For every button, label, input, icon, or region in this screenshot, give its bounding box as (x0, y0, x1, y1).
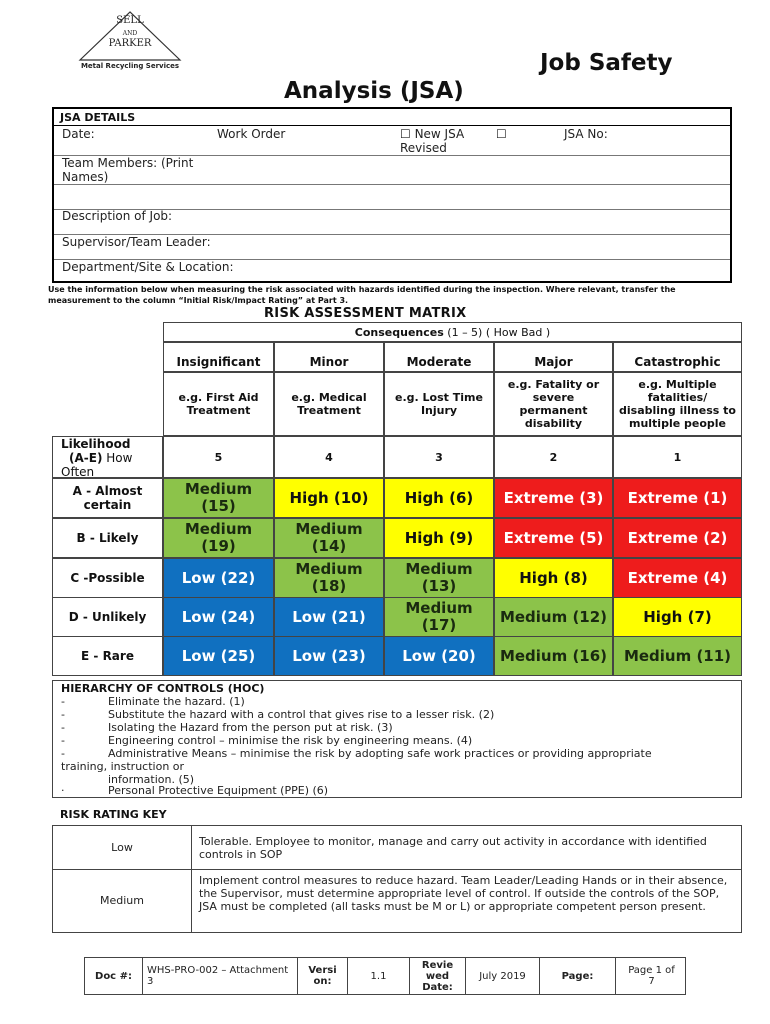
version-label: Versi on: (298, 958, 348, 994)
description-field-label[interactable]: Description of Job: (62, 209, 173, 223)
risk-rating-key (52, 825, 742, 933)
column-number: 3 (384, 436, 494, 478)
risk-cell-med: Medium (18) (274, 558, 384, 598)
risk-cell-low: Low (22) (163, 558, 274, 598)
key-level-medium: Medium (100, 894, 144, 907)
likelihood-row-label: C -Possible (52, 558, 163, 598)
risk-cell-high: High (8) (494, 558, 613, 598)
column-header-insignificant: Insignificant (163, 342, 274, 372)
reviewed-date-label: Revie wed Date: (410, 958, 466, 994)
revised-checkbox[interactable]: ☐ (496, 127, 507, 141)
risk-cell-high: High (7) (613, 597, 742, 637)
column-example: e.g. Lost Time Injury (384, 372, 494, 436)
column-number: 5 (163, 436, 274, 478)
risk-cell-ext: Extreme (4) (613, 558, 742, 598)
doc-number-value: WHS-PRO-002 – Attachment 3 (143, 958, 298, 994)
column-number: 1 (613, 436, 742, 478)
consequences-label: Consequences (354, 325, 444, 339)
risk-cell-low: Low (24) (163, 597, 274, 637)
column-number: 2 (494, 436, 613, 478)
likelihood-label: Likelihood (61, 437, 131, 451)
divider (53, 869, 741, 870)
page-label: Page: (540, 958, 616, 994)
bullet: · (61, 784, 65, 797)
likelihood-often: Often (61, 465, 95, 478)
column-example: e.g. First Aid Treatment (163, 372, 274, 436)
key-desc-low: Tolerable. Employee to monitor, manage and carry out activity in accordance with identified controls in SOP (199, 835, 707, 861)
team-members-field-label[interactable]: Team Members: (Print (62, 156, 194, 170)
date-field-label[interactable]: Date: (62, 127, 95, 141)
new-jsa-checkbox[interactable]: ☐ New JSA (400, 127, 465, 141)
hoc-item: Eliminate the hazard. (1) (108, 695, 245, 708)
bullet: - (61, 721, 65, 734)
key-level-low: Low (111, 841, 133, 854)
matrix-title: RISK ASSESSMENT MATRIX (264, 306, 467, 321)
risk-cell-med: Medium (11) (613, 636, 742, 676)
risk-cell-ext: Extreme (3) (494, 478, 613, 518)
likelihood-row-label: A - Almost certain (52, 478, 163, 518)
revised-label: Revised (400, 141, 447, 155)
hoc-item: Substitute the hazard with a control that gives rise to a lesser risk. (2) (108, 708, 495, 721)
page-title-part2: Analysis (JSA) (284, 78, 464, 104)
hoc-item: Personal Protective Equipment (PPE) (6) (108, 784, 329, 797)
risk-cell-high: High (10) (274, 478, 384, 518)
risk-cell-med: Medium (15) (163, 478, 274, 518)
risk-cell-ext: Extreme (2) (613, 518, 742, 558)
consequences-header (163, 322, 742, 342)
risk-cell-med: Medium (16) (494, 636, 613, 676)
logo-tagline: Metal Recycling Services (80, 62, 180, 70)
hoc-title: HIERARCHY OF CONTROLS (HOC) (61, 682, 265, 695)
column-header-major: Major (494, 342, 613, 372)
hoc-item-cont: training, instruction or (61, 760, 185, 773)
risk-cell-high: High (6) (384, 478, 494, 518)
logo-word-sell: SELL (116, 15, 144, 26)
likelihood-range: (A-E) (69, 451, 103, 465)
bullet: - (61, 695, 65, 708)
risk-cell-low: Low (25) (163, 636, 274, 676)
risk-cell-med: Medium (12) (494, 597, 613, 637)
risk-cell-low: Low (20) (384, 636, 494, 676)
key-desc-medium: Implement control measures to reduce hazard. Team Leader/Leading Hands or in their absence, the Supervisor, must determine appropriate level of control. If outside the controls of the SOP, JSA must be completed (all tasks must be M or L) or appropriate competent person present. (199, 874, 728, 913)
hoc-item: Isolating the Hazard from the person put at risk. (3) (108, 721, 393, 734)
page-value: Page 1 of 7 (628, 965, 675, 987)
logo-word-parker: PARKER (108, 38, 152, 49)
risk-cell-ext: Extreme (1) (613, 478, 742, 518)
version-value: 1.1 (348, 958, 410, 994)
bullet: - (61, 734, 65, 747)
divider (191, 826, 192, 932)
work-order-field-label[interactable]: Work Order (217, 127, 286, 141)
column-number: 4 (274, 436, 384, 478)
column-example: e.g. Multiple fatalities/ disabling illness to multiple people (613, 372, 742, 436)
hoc-item: Engineering control – minimise the risk by engineering means. (4) (108, 734, 473, 747)
risk-cell-low: Low (21) (274, 597, 384, 637)
risk-cell-high: High (9) (384, 518, 494, 558)
instruction-note: Use the information below when measuring the risk associated with hazards identified during the inspection. Where relevant, transfer the measurement to the column “Initial Risk/Impact Rating” at Part 3. (48, 285, 676, 305)
column-header-minor: Minor (274, 342, 384, 372)
doc-number-label: Doc #: (85, 958, 143, 994)
hierarchy-of-controls (52, 680, 742, 798)
likelihood-how: How (102, 451, 133, 465)
bullet: - (61, 708, 65, 721)
hoc-item: Administrative Means – minimise the risk by adopting safe work practices or providing appropriate (108, 747, 652, 760)
likelihood-row-label: B - Likely (52, 518, 163, 558)
jsa-no-field-label[interactable]: JSA No: (564, 127, 608, 141)
risk-cell-med: Medium (13) (384, 558, 494, 598)
likelihood-row-label: D - Unlikely (52, 597, 163, 637)
hoc-item-cont: information. (5) (108, 773, 195, 786)
risk-cell-low: Low (23) (274, 636, 384, 676)
logo-word-and: AND (122, 30, 138, 37)
department-field-label[interactable]: Department/Site & Location: (62, 260, 234, 274)
column-header-moderate: Moderate (384, 342, 494, 372)
risk-cell-med: Medium (17) (384, 597, 494, 637)
reviewed-date-value: July 2019 (466, 958, 540, 994)
document-footer (84, 957, 686, 995)
likelihood-header (52, 436, 163, 478)
column-header-catastrophic: Catastrophic (613, 342, 742, 372)
page-title-part1: Job Safety (540, 50, 673, 76)
risk-cell-ext: Extreme (5) (494, 518, 613, 558)
risk-cell-med: Medium (19) (163, 518, 274, 558)
column-example: e.g. Medical Treatment (274, 372, 384, 436)
supervisor-field-label[interactable]: Supervisor/Team Leader: (62, 235, 211, 249)
likelihood-row-label: E - Rare (52, 636, 163, 676)
bullet: - (61, 747, 65, 760)
risk-key-title: RISK RATING KEY (60, 808, 167, 821)
column-example: e.g. Fatality or severe permanent disability (494, 372, 613, 436)
jsa-details-heading: JSA DETAILS (60, 111, 136, 124)
team-members-field-label-cont: Names) (62, 170, 109, 184)
consequences-scale: (1 – 5) ( How Bad ) (443, 325, 551, 339)
risk-cell-med: Medium (14) (274, 518, 384, 558)
likelihood-line (61, 451, 162, 465)
